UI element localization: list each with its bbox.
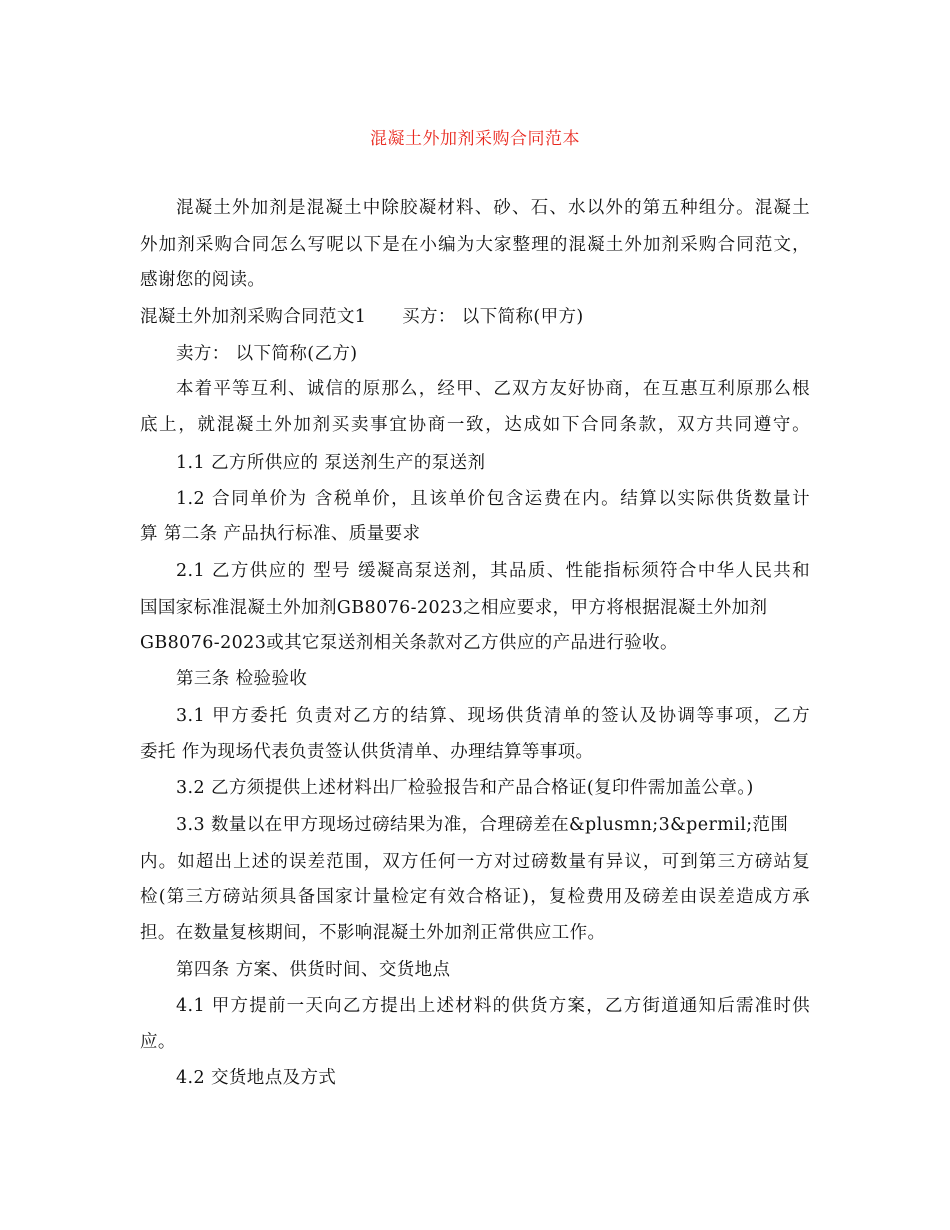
paragraph-line: 国国家标准混凝土外加剂GB8076-2023之相应要求，甲方将根据混凝土外加剂	[140, 598, 768, 618]
paragraph-line: 委托 作为现场代表负责签认供货清单、办理结算等事项。	[140, 742, 594, 762]
paragraph-line: 混凝土外加剂采购合同范文1 买方： 以下简称(甲方)	[140, 307, 584, 327]
paragraph-line: 1.2 合同单价为 含税单价，且该单价包含运费在内。结算以实际供货数量计	[176, 489, 810, 509]
paragraph-line: 2.1 乙方供应的 型号 缓凝高泵送剂，其品质、性能指标须符合中华人民共和	[176, 561, 810, 581]
paragraph-line: 感谢您的阅读。	[140, 270, 266, 290]
section-heading: 第四条 方案、供货时间、交货地点	[176, 960, 451, 980]
paragraph-line: 卖方： 以下简称(乙方)	[176, 344, 358, 364]
paragraph-line: 4.1 甲方提前一天向乙方提出上述材料的供货方案，乙方街道通知后需准时供	[176, 996, 810, 1016]
paragraph-line: 混凝土外加剂是混凝土中除胶凝材料、砂、石、水以外的第五种组分。混凝土	[176, 198, 810, 218]
paragraph-line: 算 第二条 产品执行标准、质量要求	[140, 524, 421, 544]
paragraph-line: GB8076-2023或其它泵送剂相关条款对乙方供应的产品进行验收。	[140, 633, 678, 653]
paragraph-line: 检(第三方磅站须具备国家计量检定有效合格证)，复检费用及磅差由误差造成方承	[140, 887, 810, 907]
paragraph-line: 底上，就混凝土外加剂买卖事宜协商一致，达成如下合同条款，双方共同遵守。	[140, 415, 810, 435]
paragraph-line: 应。	[140, 1032, 176, 1052]
paragraph-line: 外加剂采购合同怎么写呢以下是在小编为大家整理的混凝土外加剂采购合同范文，	[140, 235, 810, 255]
paragraph-line: 内。如超出上述的误差范围，双方任何一方对过磅数量有异议，可到第三方磅站复	[140, 852, 810, 872]
paragraph-line: 担。在数量复核期间，不影响混凝土外加剂正常供应工作。	[140, 923, 606, 943]
paragraph-line: 1.1 乙方所供应的 泵送剂生产的泵送剂	[176, 453, 486, 473]
paragraph-line: 3.3 数量以在甲方现场过磅结果为准，合理磅差在&plusmn;3&permil;范围	[176, 815, 789, 835]
paragraph-line: 本着平等互利、诚信的原那么，经甲、乙双方友好协商，在互惠互利原那么根	[176, 379, 810, 399]
section-heading: 第三条 检验验收	[176, 669, 308, 689]
paragraph-line: 4.2 交货地点及方式	[176, 1068, 337, 1088]
document-title: 混凝土外加剂采购合同范本	[370, 129, 580, 149]
paragraph-line: 3.2 乙方须提供上述材料出厂检验报告和产品合格证(复印件需加盖公章。)	[176, 778, 754, 798]
paragraph-line: 3.1 甲方委托 负责对乙方的结算、现场供货清单的签认及协调等事项，乙方	[176, 706, 810, 726]
